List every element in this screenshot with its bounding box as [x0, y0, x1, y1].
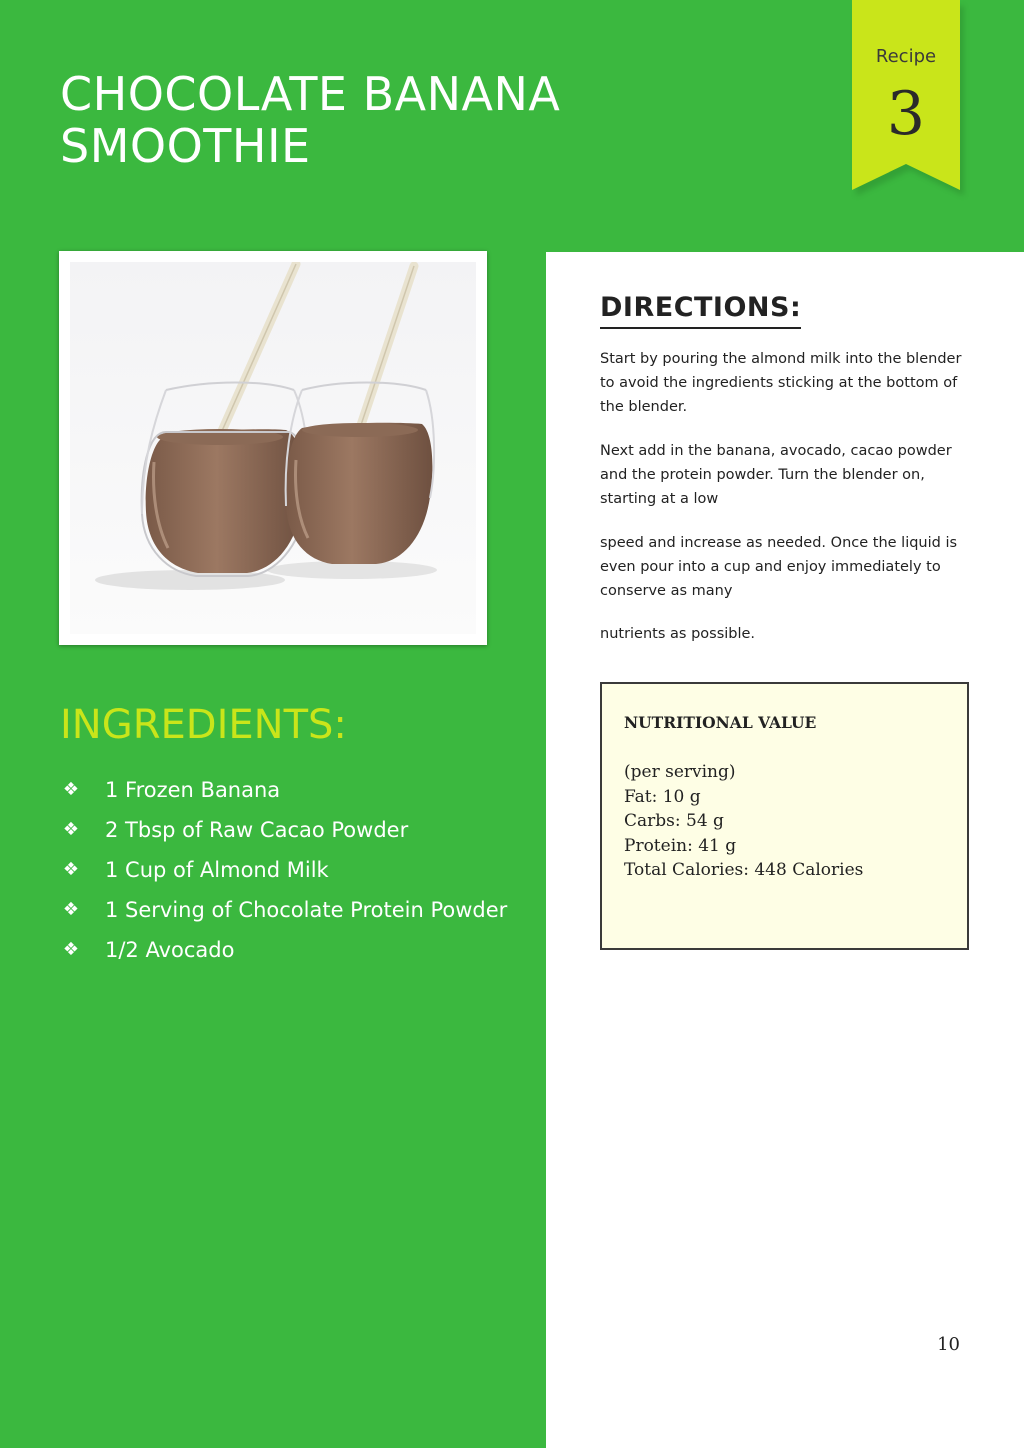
list-item [60, 890, 507, 930]
directions-paragraph-3: speed and increase as needed. Once the liquid is even pour into a cup and enjoy immediately to conserve as many [600, 535, 958, 599]
nutrition-line: Protein: 41 g [624, 835, 737, 856]
ingredient-text: 1 Serving of Chocolate Protein Powder [105, 898, 508, 922]
directions-paragraph-2: Next add in the banana, avocado, cacao powder and the protein powder. Turn the blender on, starting at a low [600, 443, 952, 507]
nutrition-line: (per serving) [624, 762, 736, 782]
page-title [60, 68, 560, 172]
directions-heading: DIRECTIONS: [600, 292, 801, 329]
diamond-bullet-icon: ❖ [62, 899, 80, 920]
diamond-bullet-icon: ❖ [62, 939, 80, 960]
nutrition-box [600, 682, 969, 950]
ingredient-text: 1/2 Avocado [105, 938, 235, 962]
diamond-bullet-icon: ❖ [62, 819, 80, 840]
ingredient-text: 2 Tbsp of Raw Cacao Powder [105, 818, 409, 842]
directions-paragraph-1: Start by pouring the almond milk into the blender to avoid the ingredients sticking at the bottom of the blender. [600, 351, 962, 415]
diamond-bullet-icon: ❖ [62, 779, 80, 800]
smoothie-glasses-photo [70, 262, 476, 634]
title-line-1: CHOCOLATE BANANA [60, 67, 561, 121]
nutrition-line: Fat: 10 g [624, 786, 701, 807]
page-number: 10 [937, 1334, 960, 1355]
list-item [60, 850, 507, 890]
ingredient-text: 1 Cup of Almond Milk [105, 858, 329, 882]
nutrition-line: Carbs: 54 g [624, 811, 724, 831]
nutrition-line: Total Calories: 448 Calories [624, 860, 864, 880]
ingredients-heading: INGREDIENTS: [60, 702, 347, 748]
photo-frame [59, 251, 487, 645]
ingredients-list [60, 770, 507, 970]
list-item [60, 770, 507, 810]
list-item [60, 930, 507, 970]
list-item [60, 810, 507, 850]
ingredient-text: 1 Frozen Banana [105, 778, 281, 802]
ribbon-label: Recipe [875, 46, 937, 67]
diamond-bullet-icon: ❖ [62, 859, 80, 880]
directions-paragraph-4: nutrients as possible. [600, 626, 756, 642]
title-line-2: SMOOTHIE [60, 119, 311, 173]
nutrition-heading: NUTRITIONAL VALUE [624, 713, 817, 732]
ribbon-number: 3 [886, 79, 926, 149]
